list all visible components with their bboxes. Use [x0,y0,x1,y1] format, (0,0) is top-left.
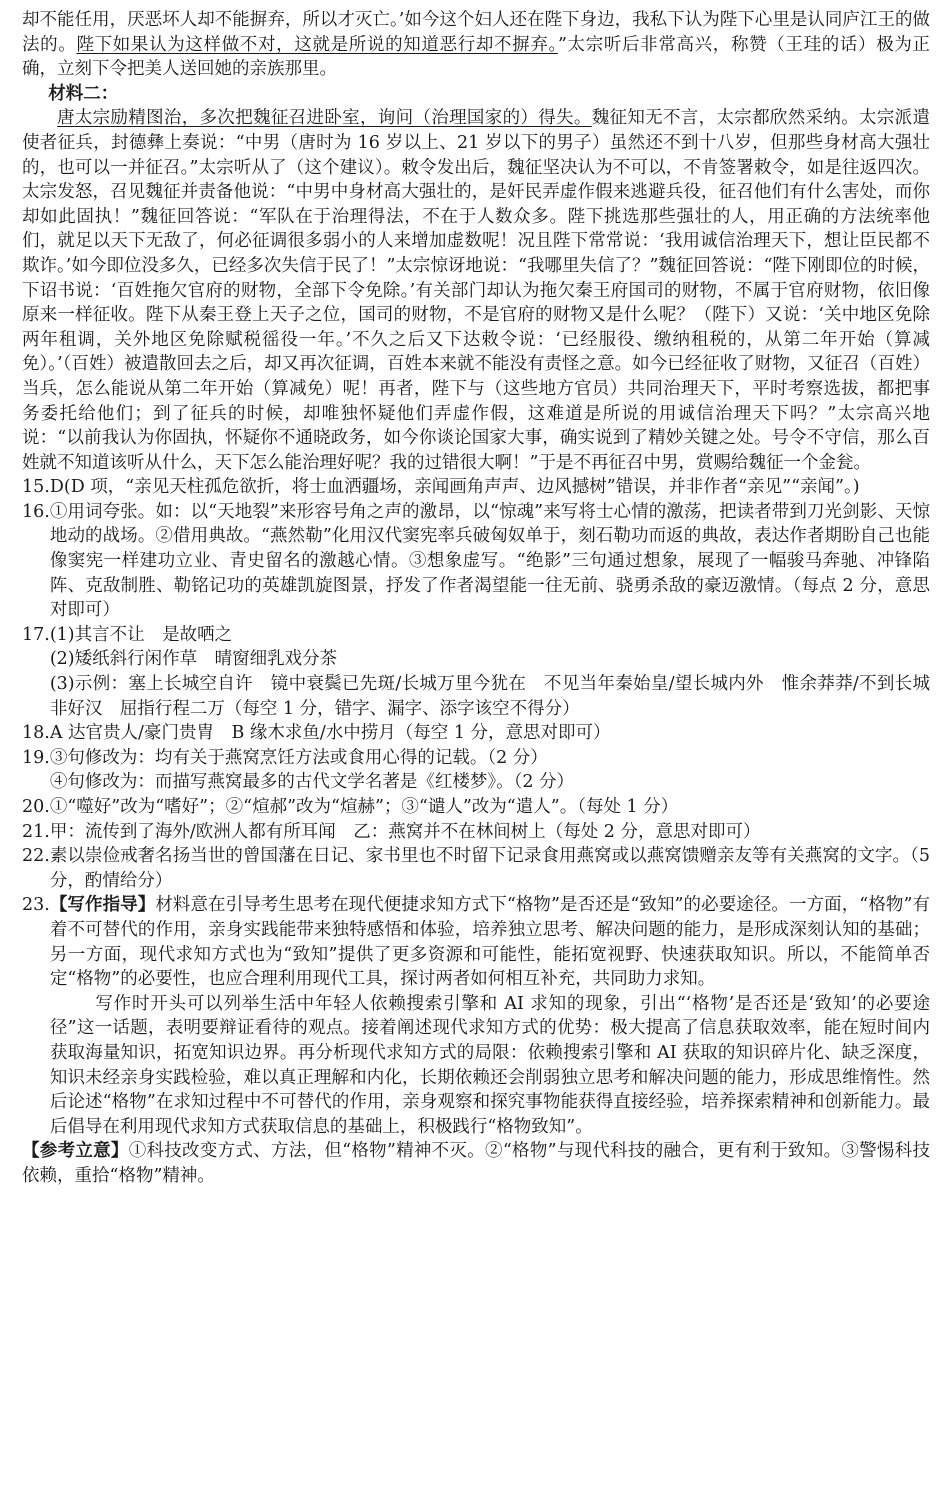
reference-theme-text: ①科技改变方式、方法，但“格物”精神不灭。②“格物”与现代科技的融合，更有利于致知。③警惕科技依赖，重拾“格物”精神。 [22,1141,930,1186]
answer-text: ①用词夸张。如：以“天地裂”来形容号角之声的激昂，以“惊魂”来写将士心情的激荡，把读者带到刀光剑影、天惊地动的战场。②借用典故。“燕然勒”化用汉代窦宪率兵破匈奴单于，刻石勒功而返的典故，表达作者期盼自己也能像窦宪一样建功立业、青史留名的激越心情。③想象虚写。“绝影”三句通过想象，展现了一幅骏马奔驰、冲锋陷阵、克敌制胜、勒铭记功的英雄凯旋图景，抒发了作者渴望能一往无前、骁勇杀敌的豪迈激情。（每点 2 分，意思对即可） [49,501,930,621]
writing-guide-paragraph-2: 写作时开头可以列举生活中年轻人依赖搜索引擎和 AI 求知的现象，引出“‘格物’是否还是‘致知’的必要途径”这一话题，表明要辩证看待的观点。接着阐述现代求知方式的优势：极大提高了信息获取效率，能在短时间内获取海量知识，拓宽知识边界。再分析现代求知方式的局限：依赖搜索引擎和 AI 获取的知识碎片化、缺乏深度，知识未经亲身实践检验，难以真正理解和内化，长期依赖还会削弱独立思考和解决问题的能力，形成思维惰性。然后论述“格物”在求知过程中不可替代的作用，亲身观察和探究事物能获得直接经验，培养探索精神和创新能力。最后倡导在利用现代求知方式获取信息的基础上，积极践行“格物致知”。 [49,993,930,1137]
material1-text-b: ”太宗听后非常高兴，称赞（王珪的话）极为正确，立刻下令把美人送回她的亲族那里。 [22,34,931,80]
question-number: 18. [22,723,50,744]
question-number: 23. [22,895,50,916]
reference-theme-tag: 【参考立意】 [22,1141,129,1162]
material1-text-a: 却不能任用，厌恶坏人却不能摒弃，所以才灭亡。’如今这个妇人还在陛下身边，我私下认为陛下心里是认同庐江王的做法的。 [22,10,930,55]
writing-guide [50,893,930,991]
answer-text: A 达官贵人/豪门贵胄 B 缘木求鱼/水中捞月（每空 1 分，意思对即可） [49,723,611,744]
answer-line: (3)示例：塞上长城空自许 镜中衰鬓已先斑/长城万里今犹在 不见当年秦始皇/望长城内外 惟余莽莽/不到长城非好汉 屈指行程二万（每空 1 分，错字、漏字、添字该空不得分） [49,674,930,719]
answer-text: D(D 项，“亲见天柱孤危欲折，将士血洒疆场，亲闻画角声声、边风撼树”错误，并非作者“亲见”“亲闻”。) [49,477,860,498]
material1-ending [22,8,930,82]
material1-underlined-sentence: 陛下如果认为这样做不对，这就是所说的知道恶行却不摒弃。 [76,34,558,55]
answer-19 [22,746,930,795]
question-number: 19. [22,747,50,768]
answer-line: (1)其言不让 是故哂之 [49,624,233,645]
writing-guide-tag: 【写作指导】 [49,895,156,916]
answer-line: (2)矮纸斜行闲作草 晴窗细乳戏分茶 [49,649,338,670]
writing-guide-text: 材料意在引导考生思考在现代便捷求知方式下“格物”是否还是“致知”的必要途径。一方面，“格物”有着不可替代的作用，亲身实践能带来独特感悟和体验，培养独立思考、解决问题的能力，是形成深刻认知的基础；另一方面，现代求知方式也为“致知”提供了更多资源和可能性，能拓宽视野、快速获取知识。所以，不能简单否定“格物”的必要性，也应合理利用现代工具，探讨两者如何相互补充，共同助力求知。 [49,895,930,990]
question-number: 21. [22,821,50,842]
material2-underlined-sentence: 唐太宗励精图治，多次把魏征召进卧室，询问（治理国家的）得失。 [57,108,592,129]
answer-22 [22,844,930,893]
answer-21 [22,820,930,845]
question-number: 20. [22,797,50,817]
question-number: 16. [22,501,50,522]
answer-20 [22,795,930,820]
question-number: 17. [22,624,50,645]
answer-17 [22,623,930,721]
answer-text: 素以崇俭戒奢名扬当世的曾国藩在日记、家书里也不时留下记录食用燕窝或以燕窝馈赠亲友等有关燕窝的文字。（5 分，酌情给分） [49,846,930,891]
material2-paragraph [22,106,930,475]
answer-line: ③句修改为：均有关于燕窝烹饪方法或食用心得的记载。（2 分） [49,747,548,768]
question-number: 22. [22,846,50,867]
material2-heading: 材料二： [48,83,119,104]
material2-text: 魏征知无不言，太宗都欣然采纳。太宗派遣使者征兵，封德彝上奏说：“中男（唐时为 16 岁以上、21 岁以下的男子）虽然还不到十八岁，但那些身材高大强壮的，也可以一并征召。”太宗听从了（这个建议）。敕令发出后，魏征坚决认为不可以，不肯签署敕令，如是往返四次。太宗发怒，召见魏征并责备他说：“中男中身材高大强壮的，是奸民弄虚作假来逃避兵役，征召他们有什么害处，而你却如此固执！”魏征回答说：“军队在于治理得法，不在于人数众多。陛下挑选那些强壮的人，用正确的方法统率他们，就足以天下无敌了，何必征调很多弱小的人来增加虚数呢！况且陛下常常说：‘我用诚信治理天下，想让臣民都不欺诈。’如今即位没多久，已经多次失信于民了！”太宗惊讶地说：“我哪里失信了？”魏征回答说：“陛下刚即位的时候，下诏书说：‘百姓拖欠官府的财物，全部下令免除。’有关部门却认为拖欠秦王府国司的财物，不属于官府财物，依旧像原来一样征收。陛下从秦王登上天子之位，国司的财物，不是官府的财物又是什么呢？（陛下）又说：‘关中地区免除两年租调，关外地区免除赋税徭役一年。’不久之后又下达敕令说：‘已经服役、缴纳租税的，从第二年开始（算减免）。’（百姓）被遣散回去之后，却又再次征调，百姓本来就不能没有责怪之意。如今已经征收了财物，又征召（百姓）当兵，怎么能说从第二年开始（算减免）呢！再者，陛下与（这些地方官员）共同治理天下，平时考察选拔，都把事务委托给他们；到了征兵的时候，却唯独怀疑他们弄虚作假，这难道是所说的用诚信治理天下吗？”太宗高兴地说：“以前我认为你固执，怀疑你不通晓政务，如今你谈论国家大事，确实说到了精妙关键之处。号令不守信，那么百姓就不知道该听从什么，天下怎么能治理好呢？我的过错很大啊！”于是不再征召中男，赏赐给魏征一个金瓮。 [22,108,930,473]
answer-line: ④句修改为：而描写燕窝最多的古代文学名著是《红楼梦》。（2 分） [49,772,575,793]
answer-16 [22,500,930,623]
reference-theme [22,1139,930,1188]
question-number: 15. [22,477,50,498]
answer-15 [22,475,930,500]
answer-18 [22,721,930,746]
answer-text: ①“噬好”改为“嗜好”；②“煊郝”改为“煊赫”；③“谴人”改为“遣人”。（每处 1 分） [49,797,679,817]
answer-text: 甲：流传到了海外/欧洲人都有所耳闻 乙：燕窝并不在林间树上（每处 2 分，意思对即可） [49,821,761,842]
answer-23 [22,893,930,1139]
